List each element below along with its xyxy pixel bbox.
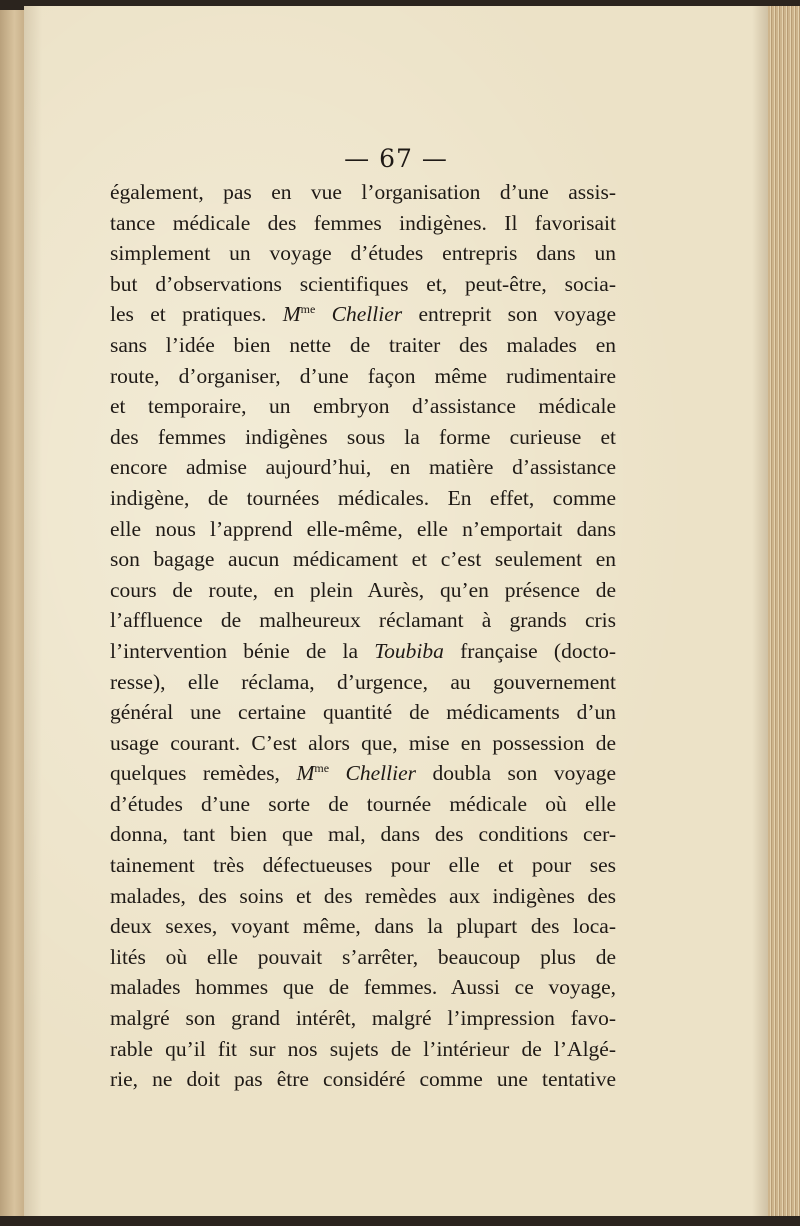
text-segment: des femmes indigènes sous la forme curieuse et — [110, 424, 616, 449]
text-segment: malades, des soins et des remèdes aux indigènes des — [110, 883, 616, 908]
text-line — [110, 269, 616, 300]
text-segment: tance médicale des femmes indigènes. Il favorisait — [110, 210, 616, 235]
text-line — [110, 208, 616, 239]
page-number: — 67 — — [344, 144, 448, 173]
text-line — [110, 361, 616, 392]
text-line — [110, 299, 616, 330]
text-segment: française (docto- — [443, 638, 616, 663]
text-line — [110, 422, 616, 453]
text-segment: route, d’organiser, d’une façon même rudimentaire — [110, 363, 616, 388]
text-segment: donna, tant bien que mal, dans des conditions cer- — [110, 822, 616, 847]
italic-text: Chellier — [329, 761, 417, 786]
text-line — [110, 1034, 616, 1065]
text-segment: simplement un voyage d’études entrepris dans un — [110, 241, 616, 266]
scan-bottom-border — [0, 1216, 800, 1226]
text-segment: lités où elle pouvait s’arrêter, beaucoup plus de — [110, 944, 616, 969]
text-line — [110, 697, 616, 728]
text-line — [110, 819, 616, 850]
italic-text: M — [282, 302, 301, 327]
text-line — [110, 1064, 616, 1095]
text-segment: doubla son voyage — [416, 761, 616, 786]
text-segment: deux sexes, voyant même, dans la plupart des loca- — [110, 914, 616, 939]
italic-text: Chellier — [315, 302, 403, 327]
text-segment: également, pas en vue l’organisation d’une assis- — [110, 180, 616, 204]
text-line — [110, 452, 616, 483]
text-segment: rie, ne doit pas être considéré comme une tentative — [110, 1067, 616, 1092]
text-line — [110, 850, 616, 881]
text-line — [110, 575, 616, 606]
text-segment: malgré son grand intérêt, malgré l’impression favo- — [110, 1006, 616, 1031]
text-line — [110, 1003, 616, 1034]
text-segment: usage courant. C’est alors que, mise en possession de — [110, 730, 616, 755]
text-segment: entreprit son voyage — [402, 302, 617, 327]
text-segment: tainement très défectueuses pour elle et pour ses — [110, 853, 616, 878]
text-line — [110, 177, 616, 208]
text-line — [110, 544, 616, 575]
previous-page-edge — [0, 10, 24, 1216]
text-line — [110, 942, 616, 973]
superscript-text: me — [314, 761, 330, 776]
text-line — [110, 330, 616, 361]
text-line — [110, 483, 616, 514]
text-line — [110, 391, 616, 422]
body-text — [110, 177, 616, 1095]
text-line — [110, 758, 616, 789]
text-segment: d’études d’une sorte de tournée médicale où elle — [110, 791, 616, 816]
text-segment: quelques remèdes, — [110, 761, 297, 786]
text-line — [110, 514, 616, 545]
text-line — [110, 667, 616, 698]
text-segment: et temporaire, un embryon d’assistance médicale — [110, 394, 616, 419]
text-line — [110, 881, 616, 912]
text-segment: encore admise aujourd’hui, en matière d’assistance — [110, 455, 616, 480]
text-segment: général une certaine quantité de médicaments d’un — [110, 700, 616, 725]
italic-text: Toubiba — [374, 638, 444, 663]
text-segment: les et pratiques. — [110, 302, 283, 327]
text-line — [110, 972, 616, 1003]
text-line — [110, 911, 616, 942]
text-line — [110, 789, 616, 820]
text-segment: rable qu’il fit sur nos sujets de l’intérieur de l’Algé- — [110, 1036, 616, 1061]
text-segment: l’affluence de malheureux réclamant à grands cris — [110, 608, 616, 633]
text-line — [110, 605, 616, 636]
text-line — [110, 238, 616, 269]
text-segment: cours de route, en plein Aurès, qu’en présence de — [110, 577, 616, 602]
text-segment: l’intervention bénie de la — [110, 638, 375, 663]
text-segment: son bagage aucun médicament et c’est seulement en — [110, 547, 616, 572]
text-segment: but d’observations scientifiques et, peut-être, socia- — [110, 271, 616, 296]
text-segment: elle nous l’apprend elle-même, elle n’emportait dans — [110, 516, 616, 541]
page-stack-edge — [768, 6, 800, 1218]
text-segment: resse), elle réclama, d’urgence, au gouvernement — [110, 669, 616, 694]
text-segment: malades hommes que de femmes. Aussi ce voyage, — [110, 975, 616, 1000]
text-line — [110, 636, 616, 667]
text-segment: indigène, de tournées médicales. En effet, comme — [110, 485, 616, 510]
text-segment: sans l’idée bien nette de traiter des malades en — [110, 332, 616, 357]
italic-text: M — [296, 761, 315, 786]
superscript-text: me — [300, 302, 316, 317]
text-line — [110, 728, 616, 759]
